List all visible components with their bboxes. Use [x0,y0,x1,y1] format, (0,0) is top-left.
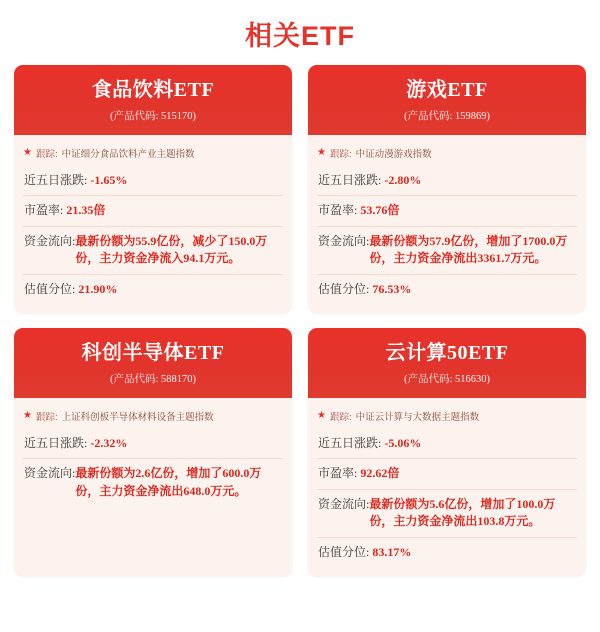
track-index-name: 中证云计算与大数据主题指数 [355,411,480,423]
track-label: 跟踪: [329,149,352,160]
change-value: -2.32% [90,435,128,450]
pe-label: 市盈率: [24,203,64,218]
change-label: 近五日涨跌: [318,173,382,187]
etf-change-row [317,166,577,196]
fund-flow-value: 最新份额为5.6亿份，增加了100.0万份，主力资金净流出103.8万元。 [369,496,556,529]
star-icon: ★ [317,147,326,158]
etf-pe-row [23,196,283,226]
track-label: 跟踪: [329,411,352,423]
fund-flow-label: 资金流向: [318,496,370,511]
etf-track-row [23,406,283,429]
etf-card[interactable] [308,65,586,314]
etf-product-code: (产品代码: 515170) [109,111,197,122]
change-value: -1.65% [90,173,128,187]
etf-name: 食品饮料ETF [91,79,215,101]
etf-card[interactable] [308,328,586,577]
track-index-name: 中证动漫游戏指数 [355,149,432,160]
fund-flow-value: 最新份额为57.9亿份，增加了1700.0万份，主力资金净流出3361.7万元。 [369,233,568,266]
pe-label: 市盈率: [318,203,358,218]
pe-label: 市盈率: [318,466,358,481]
change-label: 近五日涨跌: [318,435,382,450]
etf-product-code: (产品代码: 588170) [109,373,197,385]
etf-card-header [308,328,586,398]
etf-fund-flow-row [317,227,577,275]
track-label: 跟踪: [35,411,58,423]
etf-change-row [23,166,283,196]
etf-card-header [14,65,292,135]
fund-flow-value: 最新份额为55.9亿份，减少了150.0万份，主力资金净流入94.1万元。 [75,233,268,266]
track-label: 跟踪: [35,149,58,160]
change-value: -2.80% [384,173,422,187]
page-title: 相关ETF [245,21,355,51]
etf-valuation-row [317,275,577,304]
star-icon: ★ [23,409,32,421]
etf-product-code: (产品代码: 516630) [403,373,491,385]
etf-pe-row [317,459,577,489]
change-value: -5.06% [384,435,422,450]
etf-track-row [317,406,577,429]
valuation-value: 83.17% [372,544,412,559]
etf-name: 游戏ETF [406,79,488,101]
etf-fund-flow-row [23,227,283,275]
pe-value: 21.35倍 [66,203,106,218]
fund-flow-value: 最新份额为2.6亿份，增加了600.0万份，主力资金净流出648.0万元。 [75,466,262,498]
etf-card-body [14,135,292,314]
etf-change-row [317,429,577,459]
etf-card-grid [0,65,600,591]
fund-flow-label: 资金流向: [24,466,76,481]
change-label: 近五日涨跌: [24,435,88,450]
etf-card-body [308,398,586,577]
etf-card[interactable] [14,328,292,577]
etf-pe-row [317,196,577,226]
etf-track-row [317,143,577,166]
etf-name: 科创半导体ETF [81,341,225,364]
pe-value: 53.76倍 [360,203,400,218]
etf-valuation-row [23,275,283,304]
track-index-name: 上证科创板半导体材料设备主题指数 [61,411,214,423]
etf-product-code: (产品代码: 159869) [403,111,491,122]
etf-valuation-row [317,538,577,567]
track-index-name: 中证细分食品饮料产业主题指数 [61,149,195,160]
etf-change-row [23,429,283,459]
etf-fund-flow-row [317,490,577,538]
pe-value: 92.62倍 [360,466,400,481]
valuation-label: 估值分位: [318,544,370,559]
fund-flow-label: 资金流向: [24,233,76,248]
star-icon: ★ [317,409,326,421]
etf-track-row [23,143,283,166]
etf-card-body [14,398,292,577]
valuation-label: 估值分位: [318,281,370,296]
fund-flow-label: 资金流向: [318,233,370,248]
etf-card-body [308,135,586,314]
etf-fund-flow-row [23,459,283,506]
etf-card-header [308,65,586,135]
valuation-value: 21.90% [78,281,118,296]
valuation-value: 76.53% [372,281,412,296]
change-label: 近五日涨跌: [24,173,88,187]
star-icon: ★ [23,147,32,158]
etf-card-header [14,328,292,398]
etf-card[interactable] [14,65,292,314]
valuation-label: 估值分位: [24,281,76,296]
etf-name: 云计算50ETF [385,341,509,364]
